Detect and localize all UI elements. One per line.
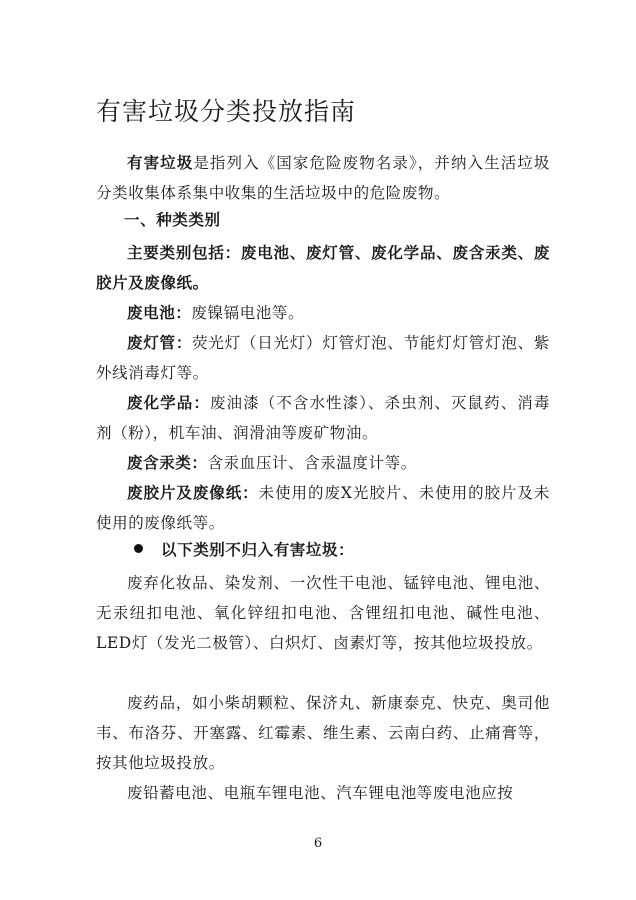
item-label: 废化学品： [127, 393, 210, 412]
item-chemicals [96, 388, 550, 448]
item-mercury [96, 448, 550, 478]
intro-paragraph [96, 148, 550, 208]
item-film [96, 478, 550, 538]
item-text: 未使用的废X光胶片、未使用的胶片及未使用的废像纸等。 [96, 484, 550, 532]
exclusion-heading [134, 538, 354, 560]
page-number: 6 [313, 836, 323, 851]
exclusion-heading-text: 以下类别不归入有害垃圾： [161, 540, 355, 559]
item-label: 废灯管： [127, 333, 193, 352]
main-categories: 主要类别包括：废电池、废灯管、废化学品、废含汞类、废胶片及废像纸。 [96, 243, 550, 292]
intro-text: 是指列入《国家危险废物名录》，并纳入生活垃圾分类收集体系集中收集的生活垃圾中的危险废物。 [96, 154, 550, 202]
page-title: 有害垃圾分类投放指南 [96, 97, 357, 126]
intro-lead: 有害垃圾 [127, 153, 194, 172]
item-label: 废胶片及废像纸： [127, 483, 259, 502]
item-text: 荧光灯（日光灯）灯管灯泡、节能灯灯管灯泡、紫外线消毒灯等。 [96, 334, 550, 382]
item-batteries [96, 298, 550, 328]
item-label: 废电池： [127, 303, 192, 322]
exclusion-paragraph: 废弃化妆品、染发剂、一次性干电池、锰锌电池、锂电池、无汞纽扣电池、氧化锌纽扣电池、含锂纽扣电池、碱性电池、LED灯（发光二极管）、白炽灯、卤素灯等，按其他垃圾投放。 [96, 574, 550, 652]
exclusion-paragraph: 废药品，如小柴胡颗粒、保济丸、新康泰克、快克、奥司他韦、布洛芬、开塞露、红霉素、维生素、云南白药、止痛膏等，按其他垃圾投放。 [96, 694, 550, 772]
bullet-icon [134, 544, 143, 553]
exclusion-paragraph: 废铅蓄电池、电瓶车锂电池、汽车锂电池等废电池应按 [127, 784, 514, 802]
item-text: 含汞血压计、含汞温度计等。 [207, 454, 417, 472]
item-lamps [96, 328, 550, 388]
item-label: 废含汞类： [127, 453, 208, 472]
item-text: 废镍镉电池等。 [191, 304, 305, 322]
item-text: 废油漆（不含水性漆）、杀虫剂、灭鼠药、消毒剂（粉），机车油、润滑油等废矿物油。 [96, 394, 550, 442]
section-heading: 一、种类类别 [124, 210, 221, 229]
